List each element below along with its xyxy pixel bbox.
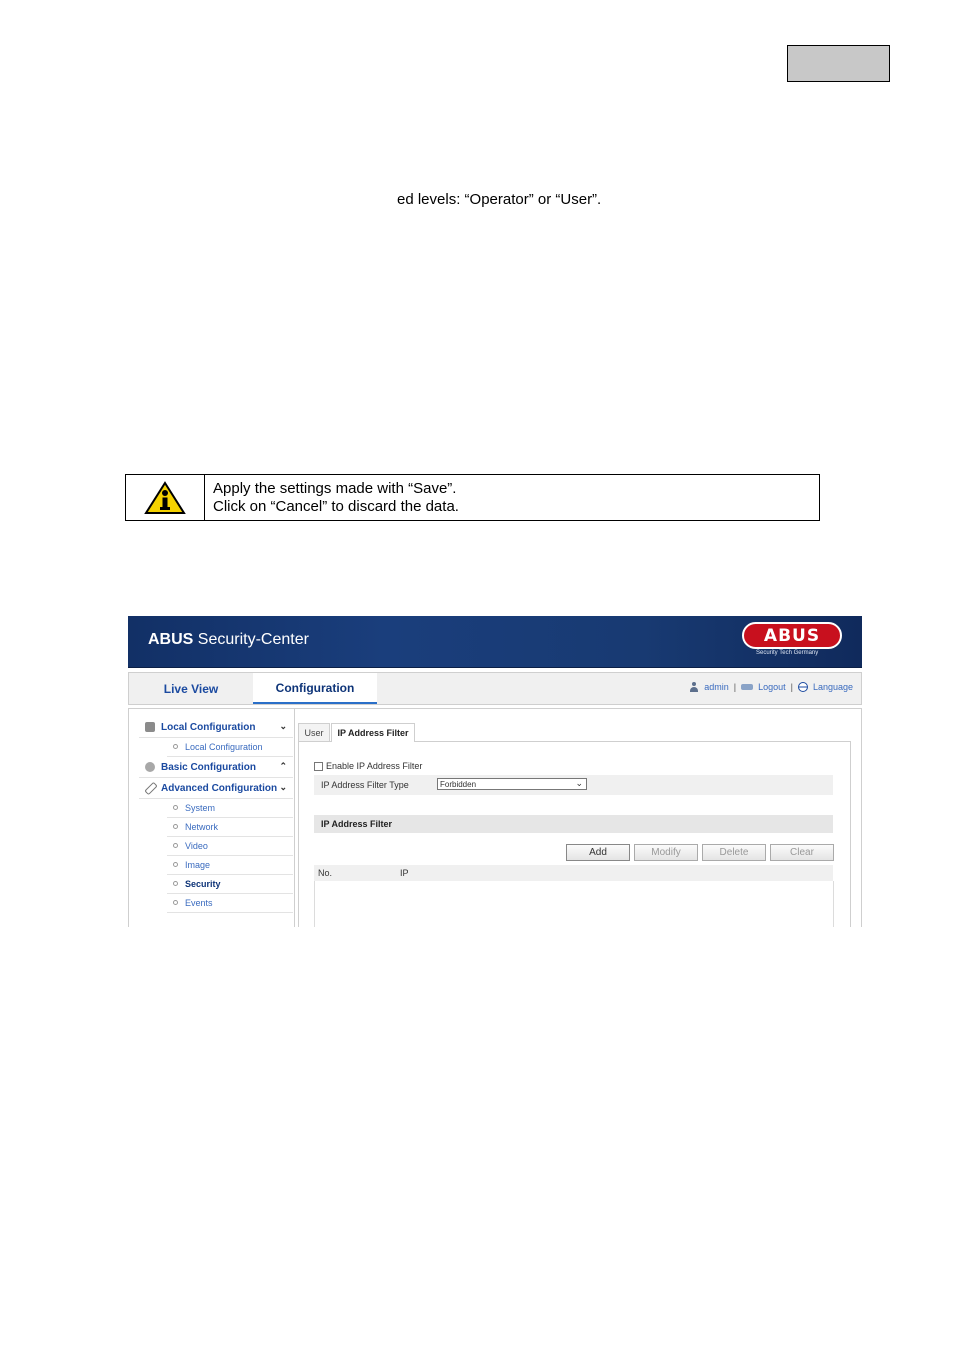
- sidebar-item-network[interactable]: Network: [167, 818, 293, 837]
- clear-button[interactable]: Clear: [770, 844, 834, 861]
- sidebar-head-label: Local Configuration: [161, 721, 256, 733]
- enable-filter-checkbox[interactable]: [314, 762, 323, 771]
- abus-logo: [742, 622, 842, 649]
- filter-type-label: IP Address Filter Type: [321, 780, 409, 790]
- ip-table-header: [314, 865, 833, 881]
- language-link[interactable]: Language: [812, 682, 853, 692]
- filter-type-value: Forbidden: [440, 779, 477, 789]
- sidebar-item-video[interactable]: Video: [167, 837, 293, 856]
- sidebar-advanced-configuration[interactable]: [139, 778, 293, 799]
- body-text-fragment: ed levels: “Operator” or “User”.: [397, 191, 602, 208]
- globe-icon: [798, 682, 808, 692]
- monitor-icon: [145, 722, 155, 732]
- wrench-icon: [144, 782, 157, 795]
- warning-info-icon: [144, 481, 186, 515]
- separator: |: [790, 682, 793, 692]
- top-navigation: [128, 672, 862, 705]
- app-brand: ABUS: [148, 631, 194, 648]
- ip-filter-section-title: IP Address Filter: [314, 815, 833, 833]
- user-name[interactable]: admin: [704, 682, 729, 692]
- content-area: [128, 708, 862, 927]
- tab-user[interactable]: User: [298, 723, 330, 741]
- gear-icon: [145, 762, 155, 772]
- column-no: No.: [318, 868, 333, 878]
- filter-type-row: [314, 775, 833, 795]
- sidebar-head-label: Advanced Configuration: [161, 782, 278, 794]
- sidebar-item-image[interactable]: Image: [167, 856, 293, 875]
- sidebar-local-configuration[interactable]: [139, 717, 293, 738]
- app-title: [148, 631, 309, 649]
- modify-button[interactable]: Modify: [634, 844, 698, 861]
- tab-live-view[interactable]: Live View: [163, 681, 219, 696]
- chevron-down-icon: ⌄: [575, 778, 583, 788]
- separator: |: [733, 682, 737, 692]
- info-note-text: [205, 475, 819, 520]
- logo-tagline: Security Tech Germany: [756, 650, 819, 656]
- delete-button[interactable]: Delete: [702, 844, 766, 861]
- sidebar-basic-configuration[interactable]: [139, 757, 293, 778]
- note-line-1: Apply the settings made with “Save”.: [213, 480, 457, 497]
- add-button[interactable]: Add: [566, 844, 630, 861]
- tab-ip-address-filter[interactable]: IP Address Filter: [331, 723, 415, 742]
- page-corner-box: [787, 45, 890, 82]
- chevron-down-icon: ⌄: [279, 721, 287, 731]
- header-banner: [128, 616, 862, 668]
- sidebar-item-local-configuration[interactable]: Local Configuration: [167, 738, 293, 757]
- column-ip: IP: [400, 868, 409, 878]
- ip-table-body: [314, 881, 834, 927]
- user-icon: [689, 682, 699, 692]
- main-panel: [298, 723, 850, 927]
- logo-text: ABUS: [763, 625, 821, 646]
- chevron-up-icon: ⌃: [279, 761, 287, 771]
- logout-icon: [741, 684, 753, 690]
- sub-tabs: [298, 723, 850, 742]
- sidebar: [139, 717, 293, 913]
- info-icon-cell: [126, 475, 205, 520]
- note-line-2: Click on “Cancel” to discard the data.: [213, 498, 459, 515]
- enable-filter-label: Enable IP Address Filter: [326, 761, 423, 771]
- chevron-down-icon: ⌄: [279, 782, 287, 792]
- app-product: Security-Center: [197, 631, 309, 648]
- info-note: [125, 474, 820, 521]
- sidebar-head-label: Basic Configuration: [161, 761, 257, 773]
- user-menu: [689, 682, 853, 692]
- tab-configuration[interactable]: Configuration: [253, 673, 377, 704]
- enable-filter-row: [314, 760, 422, 772]
- web-interface-screenshot: [128, 616, 862, 927]
- sidebar-item-events[interactable]: Events: [167, 894, 293, 913]
- sidebar-divider: [294, 709, 295, 927]
- sidebar-item-system[interactable]: System: [167, 799, 293, 818]
- logout-link[interactable]: Logout: [758, 682, 786, 692]
- filter-type-select[interactable]: [437, 778, 587, 790]
- sidebar-item-security[interactable]: Security: [167, 875, 293, 894]
